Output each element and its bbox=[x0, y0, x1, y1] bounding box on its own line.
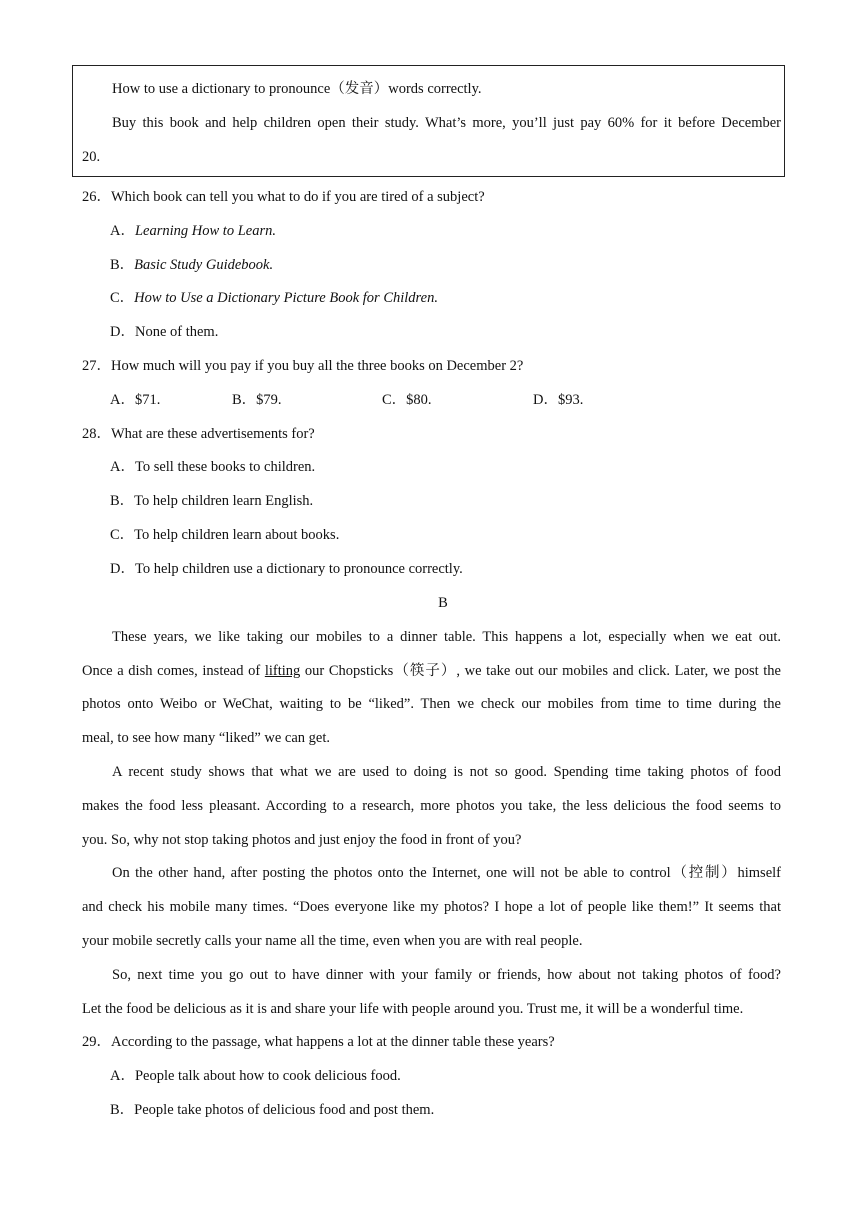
option-letter: B． bbox=[110, 257, 135, 273]
section-heading: B bbox=[438, 595, 448, 611]
option-text: Basic Study Guidebook. bbox=[134, 257, 274, 273]
passage-text: Once a dish comes, instead of bbox=[82, 663, 265, 679]
option-text: Learning How to Learn. bbox=[134, 223, 276, 239]
q27-option-c[interactable]: C．$80. bbox=[382, 392, 432, 408]
q29-option-b[interactable]: B．People take photos of delicious food and post them. bbox=[110, 1102, 435, 1118]
underlined-word: lifting bbox=[264, 663, 301, 679]
q29-option-a[interactable]: A．People talk about how to cook delicious food. bbox=[110, 1068, 401, 1084]
question-28-stem: 28．What are these advertisements for? bbox=[82, 426, 315, 442]
q26-option-c[interactable] bbox=[110, 288, 438, 308]
passage-p4-line-1: So, next time you go out to have dinner with your family or friends, how about not taking photos of food? bbox=[112, 967, 781, 983]
q26-option-b[interactable] bbox=[110, 255, 273, 275]
q28-option-a[interactable]: A．To sell these books to children. bbox=[110, 459, 316, 475]
passage-p1-line-4: meal, to see how many “liked” we can get. bbox=[82, 730, 331, 746]
passage-p1-line-1: These years, we like taking our mobiles to a dinner table. This happens a lot, especially when we eat out. bbox=[112, 629, 781, 645]
q27-option-b[interactable]: B．$79. bbox=[232, 392, 282, 408]
box-line-1: How to use a dictionary to pronounce（发音）words correctly. bbox=[112, 81, 482, 97]
passage-p3-line-3: your mobile secretly calls your name all the time, even when you are with real people. bbox=[82, 933, 583, 949]
option-letter: D． bbox=[110, 324, 135, 340]
passage-p3-line-1: On the other hand, after posting the photos onto the Internet, one will not be able to control（控制）himself bbox=[112, 865, 781, 881]
passage-p3-line-2: and check his mobile many times. “Does everyone like my photos? I hope a lot of people like them!” It seems that bbox=[82, 899, 781, 915]
passage-p2-line-3: you. So, why not stop taking photos and just enjoy the food in front of you? bbox=[82, 832, 522, 848]
option-letter: A． bbox=[110, 223, 135, 239]
question-27-stem: 27．How much will you pay if you buy all the three books on December 2? bbox=[82, 358, 524, 374]
option-text: How to Use a Dictionary Picture Book for Children. bbox=[134, 290, 438, 306]
q27-option-a[interactable]: A．$71. bbox=[110, 392, 161, 408]
option-letter: C． bbox=[110, 290, 135, 306]
q27-option-d[interactable]: D．$93. bbox=[533, 392, 584, 408]
q28-option-b[interactable]: B．To help children learn English. bbox=[110, 493, 314, 509]
q28-option-c[interactable]: C．To help children learn about books. bbox=[110, 527, 340, 543]
question-29-stem: 29．According to the passage, what happens a lot at the dinner table these years? bbox=[82, 1034, 555, 1050]
passage-p1-line-2 bbox=[82, 661, 781, 681]
box-line-3: 20. bbox=[82, 149, 101, 165]
passage-p2-line-2: makes the food less pleasant. According to a research, more photos you take, the less delicious the food seems to bbox=[82, 798, 781, 814]
passage-p2-line-1: A recent study shows that what we are used to doing is not so good. Spending time taking photos of food bbox=[112, 764, 781, 780]
passage-p1-line-3: photos onto Weibo or WeChat, waiting to be “liked”. Then we check our mobiles from time to time during the bbox=[82, 696, 781, 712]
q26-option-a[interactable] bbox=[110, 221, 276, 241]
question-26-stem: 26．Which book can tell you what to do if you are tired of a subject? bbox=[82, 189, 485, 205]
box-line-2: Buy this book and help children open their study. What’s more, you’ll just pay 60% for it before December bbox=[112, 115, 781, 131]
passage-p4-line-2: Let the food be delicious as it is and share your life with people around you. Trust me, it will be a wonderful time. bbox=[82, 1001, 744, 1017]
passage-text: our Chopsticks（筷子）, we take out our mobiles and click. Later, we post the bbox=[300, 663, 781, 679]
q28-option-d[interactable]: D．To help children use a dictionary to pronounce correctly. bbox=[110, 561, 463, 577]
q26-option-d[interactable] bbox=[110, 322, 218, 342]
option-text: None of them. bbox=[134, 324, 219, 340]
